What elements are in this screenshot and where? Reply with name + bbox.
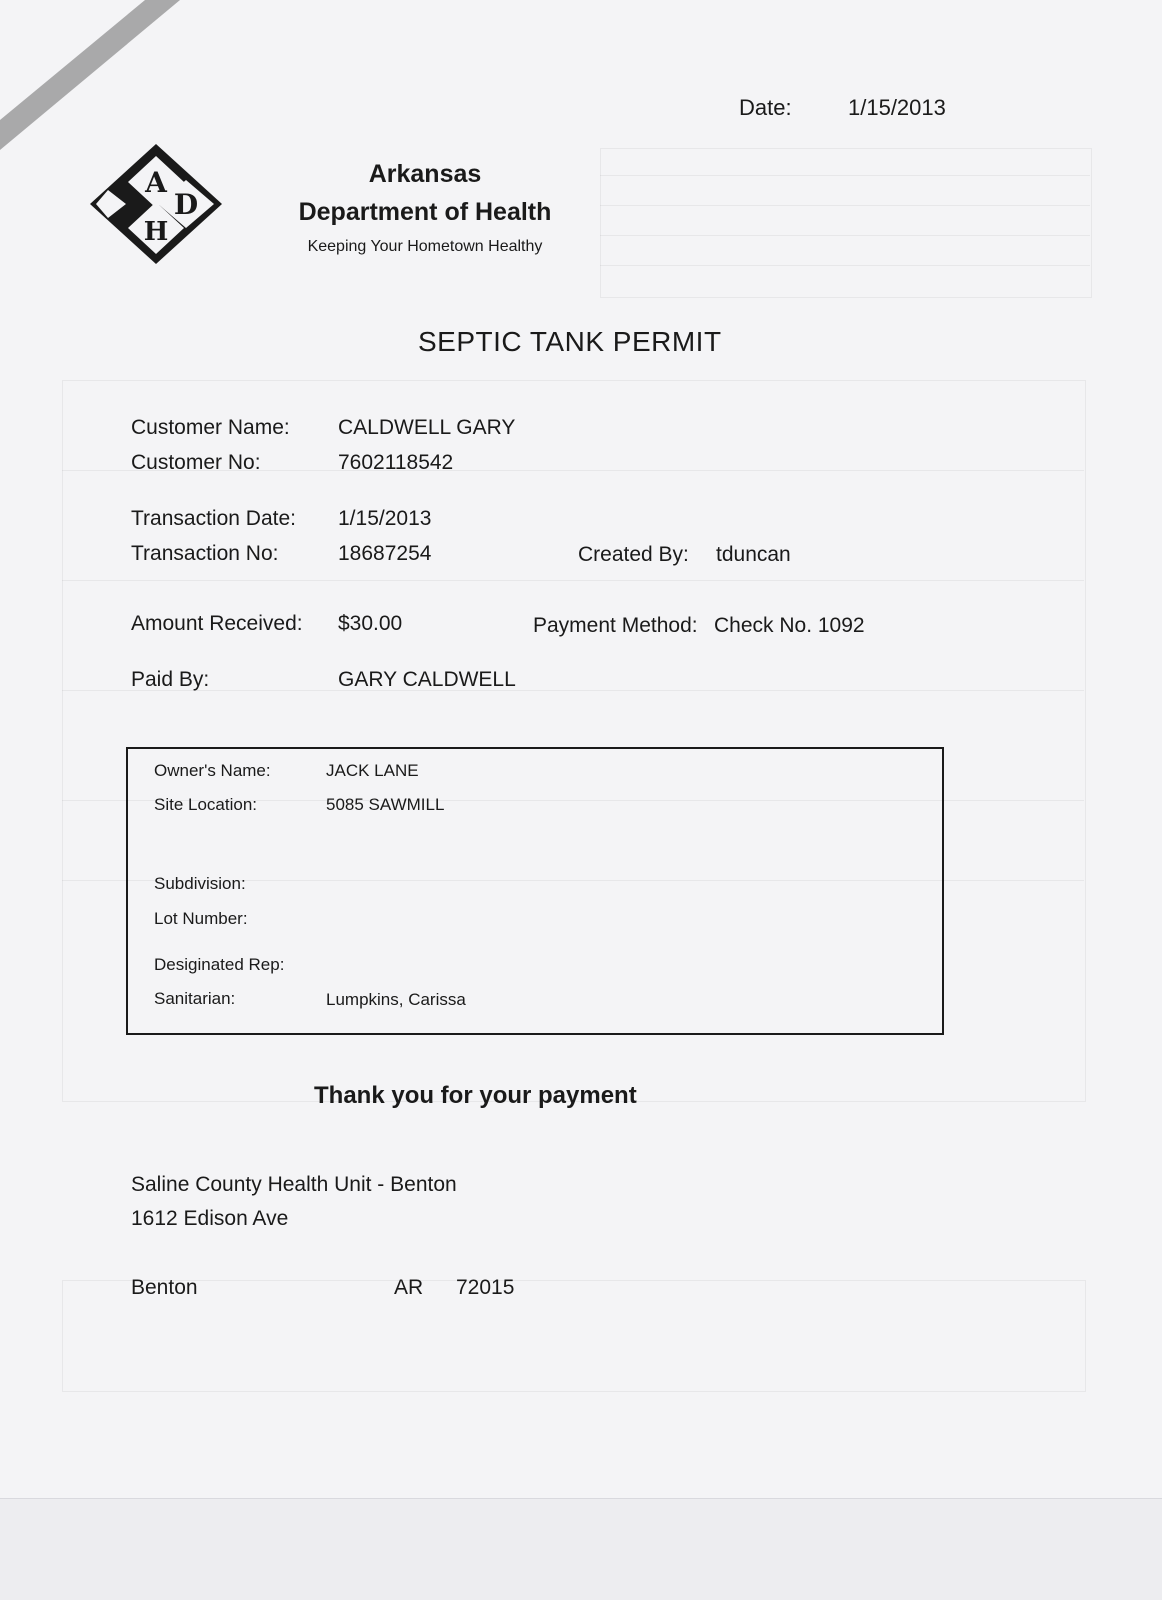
scanner-bottom-strip: [0, 1498, 1162, 1600]
paid-by-value: GARY CALDWELL: [338, 668, 516, 691]
bleed-through-line: [600, 235, 1090, 236]
transaction-date-value: 1/15/2013: [338, 507, 432, 530]
bleed-through-line: [600, 205, 1090, 206]
bleed-through-line: [62, 690, 1084, 691]
customer-name-label: Customer Name:: [131, 416, 290, 439]
sanitarian-label: Sanitarian:: [154, 989, 236, 1008]
health-unit-street: 1612 Edison Ave: [131, 1207, 289, 1230]
customer-no-value: 7602118542: [338, 451, 454, 474]
designated-rep-label: Desiginated Rep:: [154, 955, 285, 974]
transaction-no-value: 18687254: [338, 542, 432, 565]
thank-you-message: Thank you for your payment: [314, 1082, 637, 1109]
org-tagline: Keeping Your Hometown Healthy: [307, 238, 543, 255]
created-by-label: Created By:: [578, 543, 689, 566]
customer-no-label: Customer No:: [131, 451, 261, 474]
health-unit-name: Saline County Health Unit - Benton: [131, 1173, 457, 1196]
health-unit-state: AR: [394, 1276, 424, 1299]
owner-name-value: JACK LANE: [326, 761, 419, 780]
logo-letter-d: D: [173, 188, 199, 221]
customer-name-value: CALDWELL GARY: [338, 416, 516, 439]
org-department: Department of Health: [298, 198, 552, 226]
bleed-through-table: [600, 148, 1092, 298]
date-value: 1/15/2013: [848, 95, 946, 120]
transaction-date-label: Transaction Date:: [131, 507, 296, 530]
subdivision-label: Subdivision:: [154, 874, 246, 893]
site-info-box: [126, 747, 944, 1035]
paid-by-label: Paid By:: [131, 668, 210, 691]
bleed-through-line: [600, 175, 1090, 176]
document-title: SEPTIC TANK PERMIT: [418, 326, 722, 357]
amount-received-label: Amount Received:: [131, 612, 303, 635]
payment-method-value: Check No. 1092: [714, 614, 865, 637]
site-location-value: 5085 SAWMILL: [326, 795, 445, 814]
owner-name-label: Owner's Name:: [154, 761, 271, 780]
page-corner-fold-inner: [0, 0, 145, 120]
site-location-label: Site Location:: [154, 795, 258, 814]
sanitarian-value: Lumpkins, Carissa: [326, 990, 466, 1009]
bleed-through-line: [62, 580, 1084, 581]
org-name: Arkansas: [368, 160, 482, 188]
amount-received-value: $30.00: [338, 612, 403, 635]
transaction-no-label: Transaction No:: [131, 542, 279, 565]
date-label: Date:: [739, 95, 792, 120]
lot-number-label: Lot Number:: [154, 909, 248, 928]
bleed-through-signature-box: [62, 1280, 1086, 1392]
payment-method-label: Payment Method:: [533, 614, 698, 637]
logo-letter-a: A: [145, 166, 167, 199]
bleed-through-line: [600, 265, 1090, 266]
logo-letter-h: H: [143, 217, 169, 247]
created-by-value: tduncan: [716, 543, 791, 566]
adh-logo-icon: [86, 142, 226, 267]
health-unit-city: Benton: [131, 1276, 198, 1299]
health-unit-zip: 72015: [456, 1276, 515, 1299]
